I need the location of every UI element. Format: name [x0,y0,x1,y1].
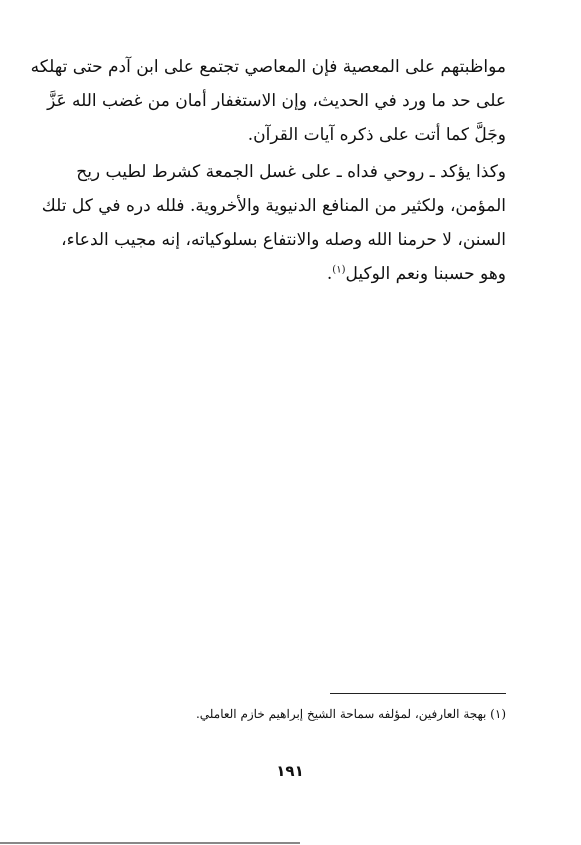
footnote: (١) بهجة العارفين، لمؤلفه سماحة الشيخ إبراهيم خازم العاملي. [195,707,506,721]
scan-edge-line [0,842,300,844]
paragraph-2-line-4 [82,257,506,291]
paragraph-1 [30,50,506,152]
paragraph-1-line-2: على حد ما ورد في الحديث، وإن الاستغفار أمان من غضب الله عَزَّ [47,91,506,111]
paragraph-2 [41,155,506,291]
paragraph-2-line-4-text: وهو حسبنا ونعم الوكيل [345,264,506,284]
footnote-reference-marker[interactable]: (١) [332,264,346,276]
paragraph-2-line-2: المؤمن، ولكثير من المنافع الدنيوية والأخروية. فلله دره في كل تلك [41,196,506,216]
paragraph-1-line-3: وجَلَّ كما أتت على ذكره آيات القرآن. [247,125,506,145]
footnote-separator [330,693,506,694]
page-number: ١٩١ [276,762,304,780]
paragraph-2-line-1: وكذا يؤكد ـ روحي فداه ـ على غسل الجمعة كشرط لطيب ريح [76,162,506,182]
paragraph-2-line-3: السنن، لا حرمنا الله وصله والانتفاع بسلوكياته، إنه مجيب الدعاء، [61,230,506,250]
paragraph-1-line-1: مواظبتهم على المعصية فإن المعاصي تجتمع على ابن آدم حتى تهلكه [30,57,506,77]
paragraph-2-end-punctuation: . [326,264,333,284]
